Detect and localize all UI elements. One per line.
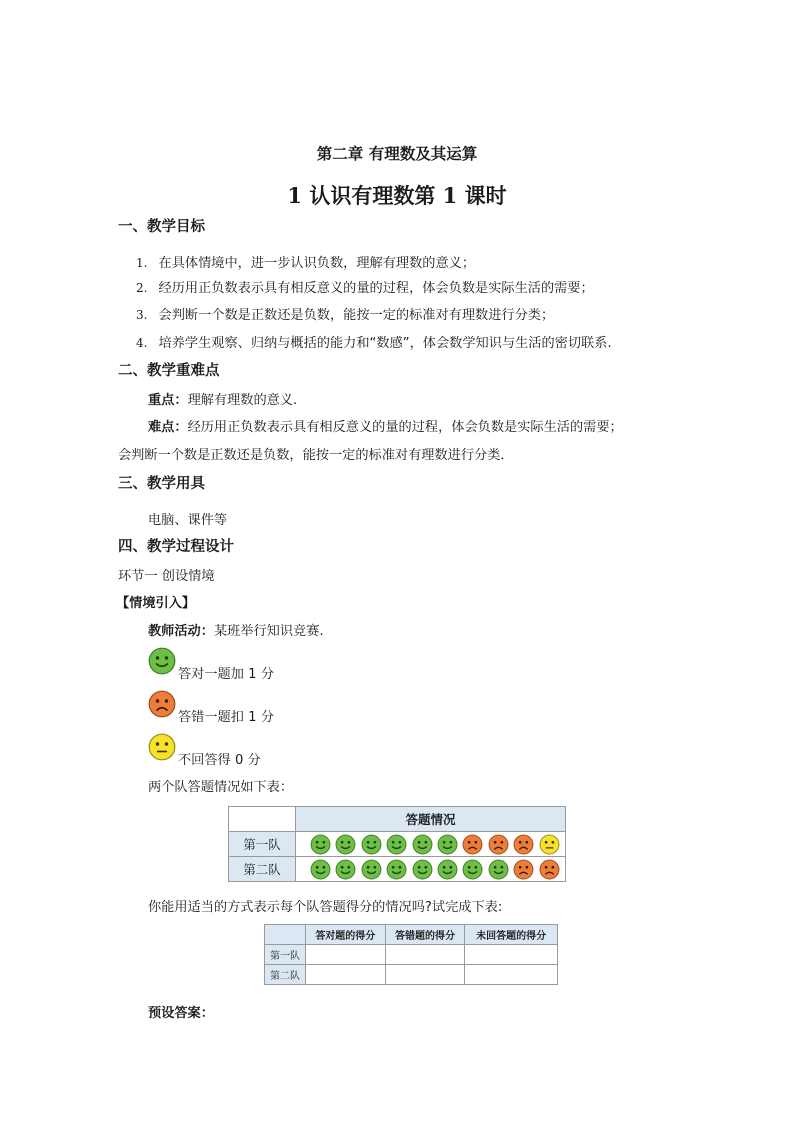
column-header: 未回答题的得分: [465, 925, 558, 945]
key-text: 理解有理数的意义.: [187, 393, 298, 408]
table-intro: 两个队答题情况如下表：: [148, 780, 294, 795]
goal-item-4: [136, 332, 612, 351]
goal-text: 会判断一个数是正数还是负数，能按一定的标准对有理数进行分类；: [158, 308, 555, 323]
team-name: 第一队: [265, 945, 306, 965]
answer-label: 预设答案：: [148, 1006, 214, 1021]
difficult-text-2: 会判断一个数是正数还是负数，能按一定的标准对有理数进行分类．: [118, 448, 514, 463]
difficult-point: [148, 416, 623, 435]
table-header: 答题情况: [296, 807, 566, 832]
score-cell: [385, 945, 465, 965]
frown-face-icon: [513, 859, 534, 880]
goal-text: 经历用正负数表示具有相反意义的量的过程，体会负数是实际生活的需要；: [158, 281, 594, 296]
teacher-label: 教师活动：: [148, 624, 214, 639]
score-table: [264, 924, 558, 985]
difficult-text-1: 经历用正负数表示具有相反意义的量的过程，体会负数是实际生活的需要；: [187, 420, 623, 435]
smile-face-icon: [437, 859, 458, 880]
face-cell: [296, 832, 566, 857]
frown-face-icon: [488, 834, 509, 855]
smile-face-icon: [335, 859, 356, 880]
section-key-title: 二、教学重难点: [118, 363, 220, 379]
table-row: [265, 965, 558, 985]
goal-item-2: [136, 277, 594, 296]
section-goals-title: 一、教学目标: [118, 219, 205, 235]
column-header: 答对题的得分: [306, 925, 386, 945]
score-cell: [465, 965, 558, 985]
smile-face-icon: [412, 834, 433, 855]
table-row: [229, 832, 566, 857]
goal-number: 3.: [136, 308, 148, 322]
teacher-activity: [148, 620, 324, 639]
table-corner: [229, 807, 296, 832]
score-cell: [306, 945, 386, 965]
smile-face-icon: [335, 834, 356, 855]
key-point: [148, 389, 297, 408]
smile-face-icon: [437, 834, 458, 855]
goal-number: 4.: [136, 336, 148, 350]
score-cell: [465, 945, 558, 965]
lesson-title: 1 认识有理数第 1 课时: [287, 183, 507, 208]
goal-item-3: [136, 304, 554, 323]
team-name: 第二队: [265, 965, 306, 985]
teacher-text: 某班举行知识竞赛.: [213, 624, 324, 639]
goal-number: 1.: [136, 256, 148, 270]
neutral-face-icon: [539, 834, 560, 855]
smile-face-icon: [148, 647, 176, 675]
question-text: 你能用适当的方式表示每个队答题得分的情况吗?试完成下表:: [148, 900, 503, 915]
frown-face-icon: [539, 859, 560, 880]
smile-face-icon: [310, 859, 331, 880]
intro-label: 【情境引入】: [116, 596, 196, 611]
answer-situation-table: [228, 806, 566, 882]
table-corner: [265, 925, 306, 945]
goal-text: 培养学生观察、归纳与概括的能力和“数感”，体会数学知识与生活的密切联系.: [158, 336, 612, 351]
section-tools-title: 三、教学用具: [118, 476, 205, 492]
neutral-face-icon: [148, 733, 176, 761]
step-label: 环节一 创设情境: [118, 569, 215, 584]
score-cell: [385, 965, 465, 985]
table-row: [229, 857, 566, 882]
column-header: 答错题的得分: [385, 925, 465, 945]
smile-face-icon: [361, 834, 382, 855]
section-process-title: 四、教学过程设计: [118, 539, 234, 555]
frown-face-icon: [513, 834, 534, 855]
tools-text: 电脑、课件等: [148, 513, 228, 528]
team-name: 第二队: [229, 857, 296, 882]
rule-wrong: 答错一题扣 1 分: [178, 710, 274, 725]
key-label: 重点：: [148, 393, 188, 408]
table-row: [265, 945, 558, 965]
smile-face-icon: [361, 859, 382, 880]
smile-face-icon: [386, 834, 407, 855]
smile-face-icon: [386, 859, 407, 880]
smile-face-icon: [310, 834, 331, 855]
frown-face-icon: [148, 690, 176, 718]
goal-item-1: [136, 252, 475, 271]
smile-face-icon: [412, 859, 433, 880]
rule-correct: 答对一题加 1 分: [178, 667, 274, 682]
difficult-label: 难点：: [148, 420, 188, 435]
frown-face-icon: [462, 834, 483, 855]
smile-face-icon: [488, 859, 509, 880]
face-cell: [296, 857, 566, 882]
score-cell: [306, 965, 386, 985]
rule-no-answer: 不回答得 0 分: [178, 753, 261, 768]
team-name: 第一队: [229, 832, 296, 857]
smile-face-icon: [462, 859, 483, 880]
goal-number: 2.: [136, 281, 148, 295]
goal-text: 在具体情境中，进一步认识负数，理解有理数的意义；: [158, 256, 476, 271]
chapter-title: 第二章 有理数及其运算: [316, 144, 478, 163]
